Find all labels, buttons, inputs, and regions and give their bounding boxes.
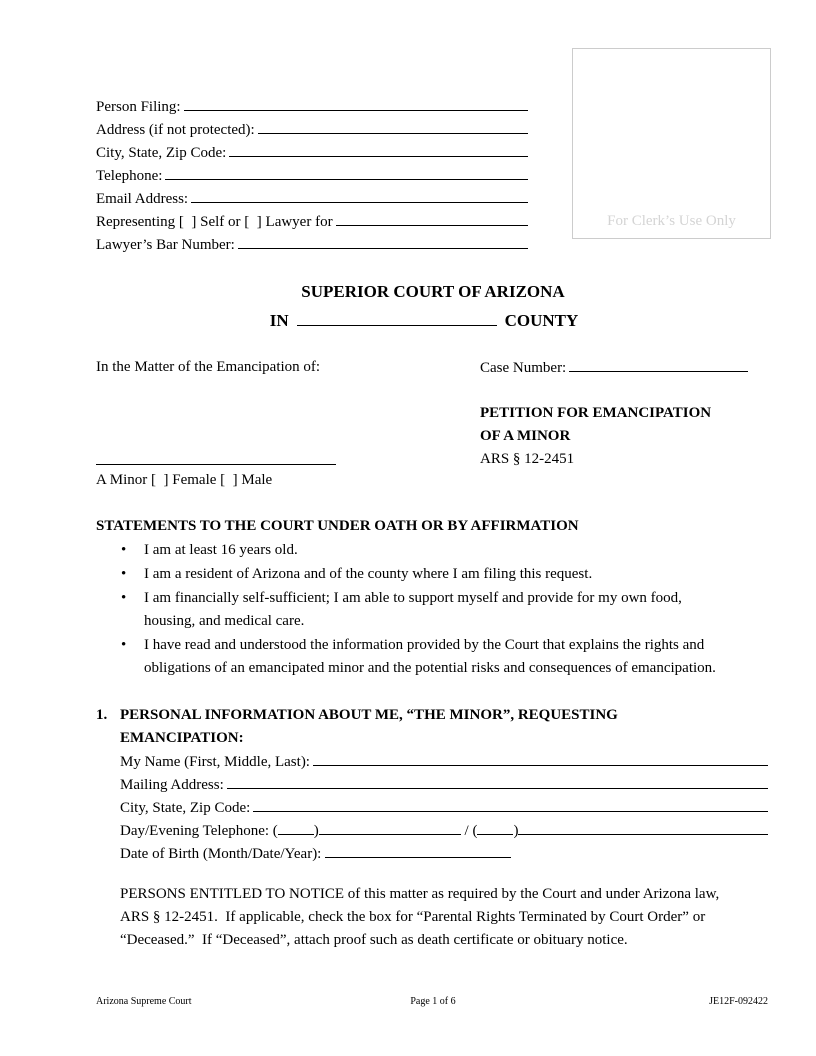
notice-paragraph: [120, 885, 719, 903]
label: Lawyer’s Bar Number:: [96, 237, 235, 253]
blank-line[interactable]: [569, 358, 748, 372]
email-field[interactable]: [96, 189, 528, 208]
blank-line[interactable]: [313, 752, 768, 766]
statement-bullet: • I have read and understood the information provided by the Court that explains the rights and: [121, 637, 705, 653]
blank-line[interactable]: [253, 798, 768, 812]
label: Representing [ ] Self or [ ] Lawyer for: [96, 214, 333, 230]
text: housing, and medical care.: [144, 613, 305, 629]
area-code-blank-2[interactable]: [477, 821, 513, 835]
county-label: COUNTY: [504, 311, 579, 330]
minor-gender-line[interactable]: [96, 471, 272, 489]
form-code: JE12F-092422: [709, 996, 768, 1007]
petition-title-1: [480, 404, 711, 422]
notice-paragraph: [120, 931, 628, 949]
label: Date of Birth (Month/Date/Year):: [120, 846, 322, 862]
text: I am at least 16 years old.: [144, 542, 298, 558]
text: obligations of an emancipated minor and the potential risks and consequences of emancipation.: [144, 660, 716, 676]
label: Address (if not protected):: [96, 122, 255, 138]
dob-field[interactable]: [120, 844, 511, 863]
area-code-blank[interactable]: [278, 821, 314, 835]
statement-bullet: • I am at least 16 years old.: [121, 542, 298, 558]
blank-line[interactable]: [165, 166, 528, 180]
label: Mailing Address:: [120, 777, 224, 793]
blank-line[interactable]: [184, 97, 528, 111]
petition-statute: [480, 450, 574, 468]
bar-number-field[interactable]: [96, 235, 528, 254]
blank-line[interactable]: [191, 189, 528, 203]
notice-paragraph: [120, 908, 705, 926]
label: City, State, Zip Code:: [96, 145, 227, 161]
phone-blank-2[interactable]: [518, 821, 768, 835]
person-filing-field[interactable]: [96, 97, 528, 116]
text: PERSONAL INFORMATION ABOUT ME, “THE MINOR”, REQUESTING: [120, 707, 618, 723]
text: I have read and understood the information provided by the Court that explains the rights and: [144, 637, 705, 653]
section1-heading-2: [120, 729, 244, 747]
blank-line[interactable]: [325, 844, 511, 858]
county-line: [0, 310, 816, 330]
label: Case Number:: [480, 360, 567, 376]
text: ARS § 12-2451: [480, 451, 575, 467]
section1-heading: [96, 706, 618, 724]
minor-city-state-zip-field[interactable]: [120, 798, 768, 817]
county-blank[interactable]: [297, 310, 497, 326]
minor-name-blank[interactable]: [96, 464, 336, 465]
text: ARS § 12-2451. If applicable, check the box for “Parental Rights Terminated by Court Order” or: [120, 909, 706, 925]
label: Person Filing:: [96, 99, 181, 115]
paren: ): [313, 823, 319, 839]
label: City, State, Zip Code:: [120, 800, 251, 816]
text: “Deceased.” If “Deceased”, attach proof such as death certificate or obituary notice.: [120, 932, 628, 948]
phone-blank[interactable]: [319, 821, 461, 835]
blank-line[interactable]: [229, 143, 528, 157]
my-name-field[interactable]: [120, 752, 768, 771]
section-number: 1.: [96, 707, 108, 723]
city-state-zip-field[interactable]: [96, 143, 528, 162]
sep: / (: [460, 823, 478, 839]
in-label: IN: [269, 311, 289, 330]
mailing-address-field[interactable]: [120, 775, 768, 794]
court-title-text: SUPERIOR COURT OF ARIZONA: [301, 282, 565, 301]
clerk-use-box: [572, 48, 771, 239]
matter-label: [96, 358, 320, 376]
telephone-field[interactable]: [120, 821, 768, 840]
statement-bullet: • I am financially self-sufficient; I am able to support myself and provide for my own food,: [121, 590, 682, 606]
statements-heading: [96, 517, 579, 535]
label: Day/Evening Telephone: (: [120, 823, 278, 839]
address-field[interactable]: [96, 120, 528, 139]
blank-line[interactable]: [336, 212, 528, 226]
clerk-use-label: For Clerk’s Use Only: [607, 213, 736, 229]
representing-field[interactable]: [96, 212, 528, 231]
page-number: Page 1 of 6: [410, 996, 456, 1007]
matter-text: In the Matter of the Emancipation of:: [96, 359, 321, 375]
paren: ): [513, 823, 519, 839]
label: Email Address:: [96, 191, 189, 207]
telephone-field[interactable]: [96, 166, 528, 185]
footer-left: Arizona Supreme Court: [96, 996, 192, 1007]
text: PETITION FOR EMANCIPATION: [480, 405, 712, 421]
text: I am financially self-sufficient; I am able to support myself and provide for my own food,: [144, 590, 682, 606]
blank-line[interactable]: [227, 775, 768, 789]
blank-line[interactable]: [238, 235, 528, 249]
court-title: [0, 283, 816, 301]
text: EMANCIPATION:: [120, 730, 244, 746]
blank-line[interactable]: [258, 120, 528, 134]
statement-continuation: [144, 659, 716, 677]
label: Telephone:: [96, 168, 163, 184]
case-number-field[interactable]: [480, 358, 748, 377]
statement-continuation: [144, 612, 304, 630]
label: My Name (First, Middle, Last):: [120, 754, 310, 770]
text: STATEMENTS TO THE COURT UNDER OATH OR BY AFFIRMATION: [96, 518, 579, 534]
text: I am a resident of Arizona and of the county where I am filing this request.: [144, 566, 593, 582]
text: A Minor [ ] Female [ ] Male: [96, 472, 273, 488]
petition-title-2: [480, 427, 570, 445]
statement-bullet: • I am a resident of Arizona and of the county where I am filing this request.: [121, 566, 593, 582]
text: PERSONS ENTITLED TO NOTICE of this matter as required by the Court and under Arizona law,: [120, 886, 720, 902]
text: OF A MINOR: [480, 428, 571, 444]
